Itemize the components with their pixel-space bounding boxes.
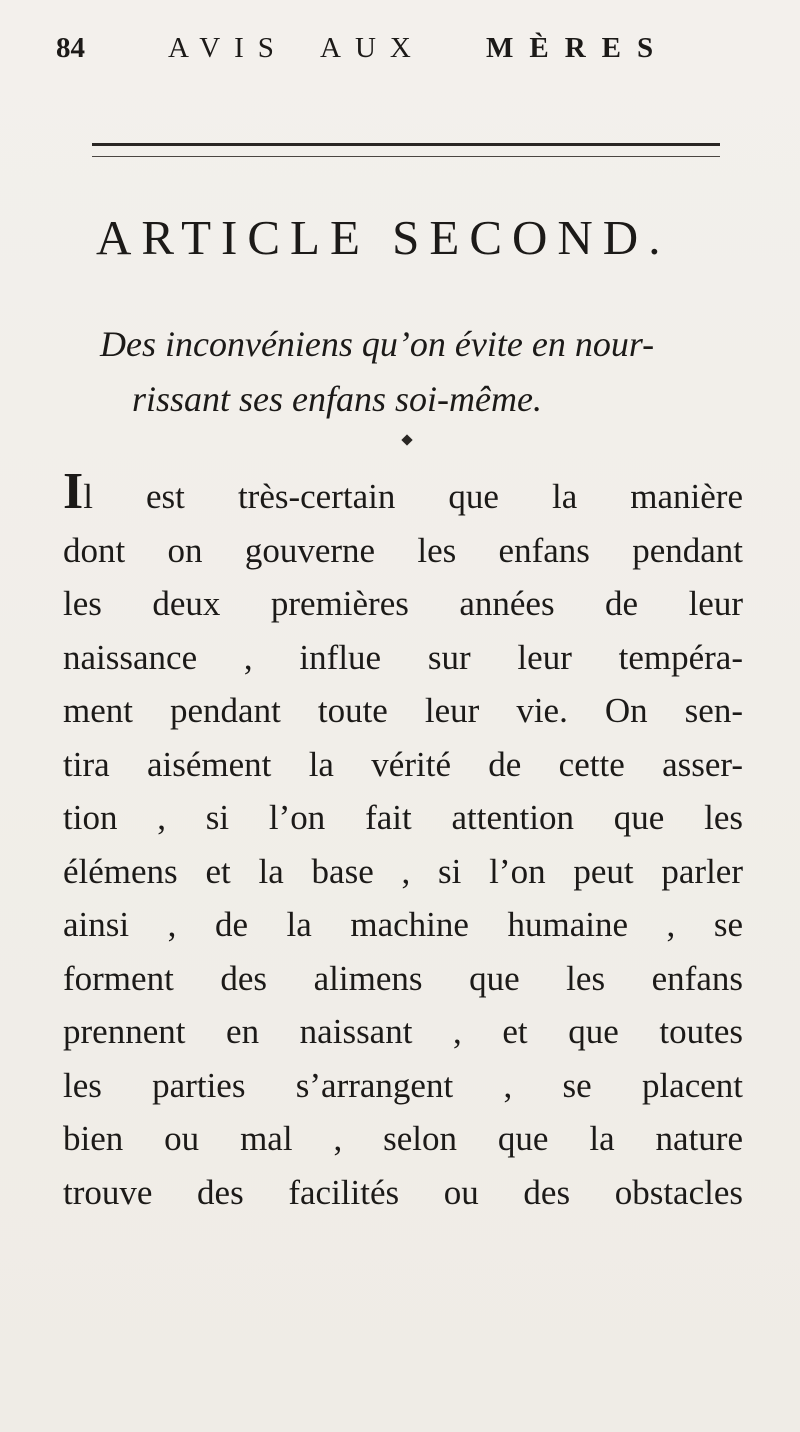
page-number: 84 bbox=[56, 32, 85, 64]
body-line: prennent en naissant , et que toutes bbox=[63, 1012, 743, 1051]
body-line: naissance , influe sur leur tempéra- bbox=[63, 637, 743, 677]
drop-cap: I bbox=[63, 463, 84, 520]
body-line: trouve des facilités ou des obstacles bbox=[63, 1172, 743, 1212]
body-line: les parties s’arrangent , se placent bbox=[63, 1065, 743, 1105]
body-line: forment des alimens que les enfans bbox=[63, 958, 743, 998]
body-line: ment pendant toute leur vie. On sen- bbox=[63, 691, 743, 730]
running-head-word-3: MÈRES bbox=[486, 32, 670, 64]
body-line: dont on gouverne les enfans pendant bbox=[63, 530, 743, 570]
subtitle-line-2: rissant ses enfans soi-même. bbox=[132, 379, 542, 419]
body-line: bien ou mal , selon que la nature bbox=[63, 1119, 743, 1158]
body-line-1-text: l est très-certain que la manière bbox=[83, 477, 743, 516]
article-title: ARTICLE SECOND. bbox=[96, 210, 671, 265]
body-line: ainsi , de la machine humaine , se bbox=[63, 905, 743, 944]
running-head bbox=[56, 32, 756, 72]
body-line: les deux premières années de leur bbox=[63, 584, 743, 623]
running-head-word-1: AVIS bbox=[168, 32, 288, 64]
subtitle-line-1: Des inconvéniens qu’on évite en nour- bbox=[100, 324, 655, 364]
thin-divider-rule bbox=[92, 156, 720, 157]
body-line-1 bbox=[63, 463, 743, 524]
ornament-icon bbox=[401, 434, 412, 445]
body-line: tira aisément la vérité de cette asser- bbox=[63, 744, 743, 784]
thick-divider-rule bbox=[92, 143, 720, 146]
body-line: élémens et la base , si l’on peut parler bbox=[63, 851, 743, 891]
body-paragraph bbox=[63, 463, 743, 1219]
body-line: tion , si l’on fait attention que les bbox=[63, 798, 743, 837]
running-head-word-2: AUX bbox=[320, 32, 425, 64]
